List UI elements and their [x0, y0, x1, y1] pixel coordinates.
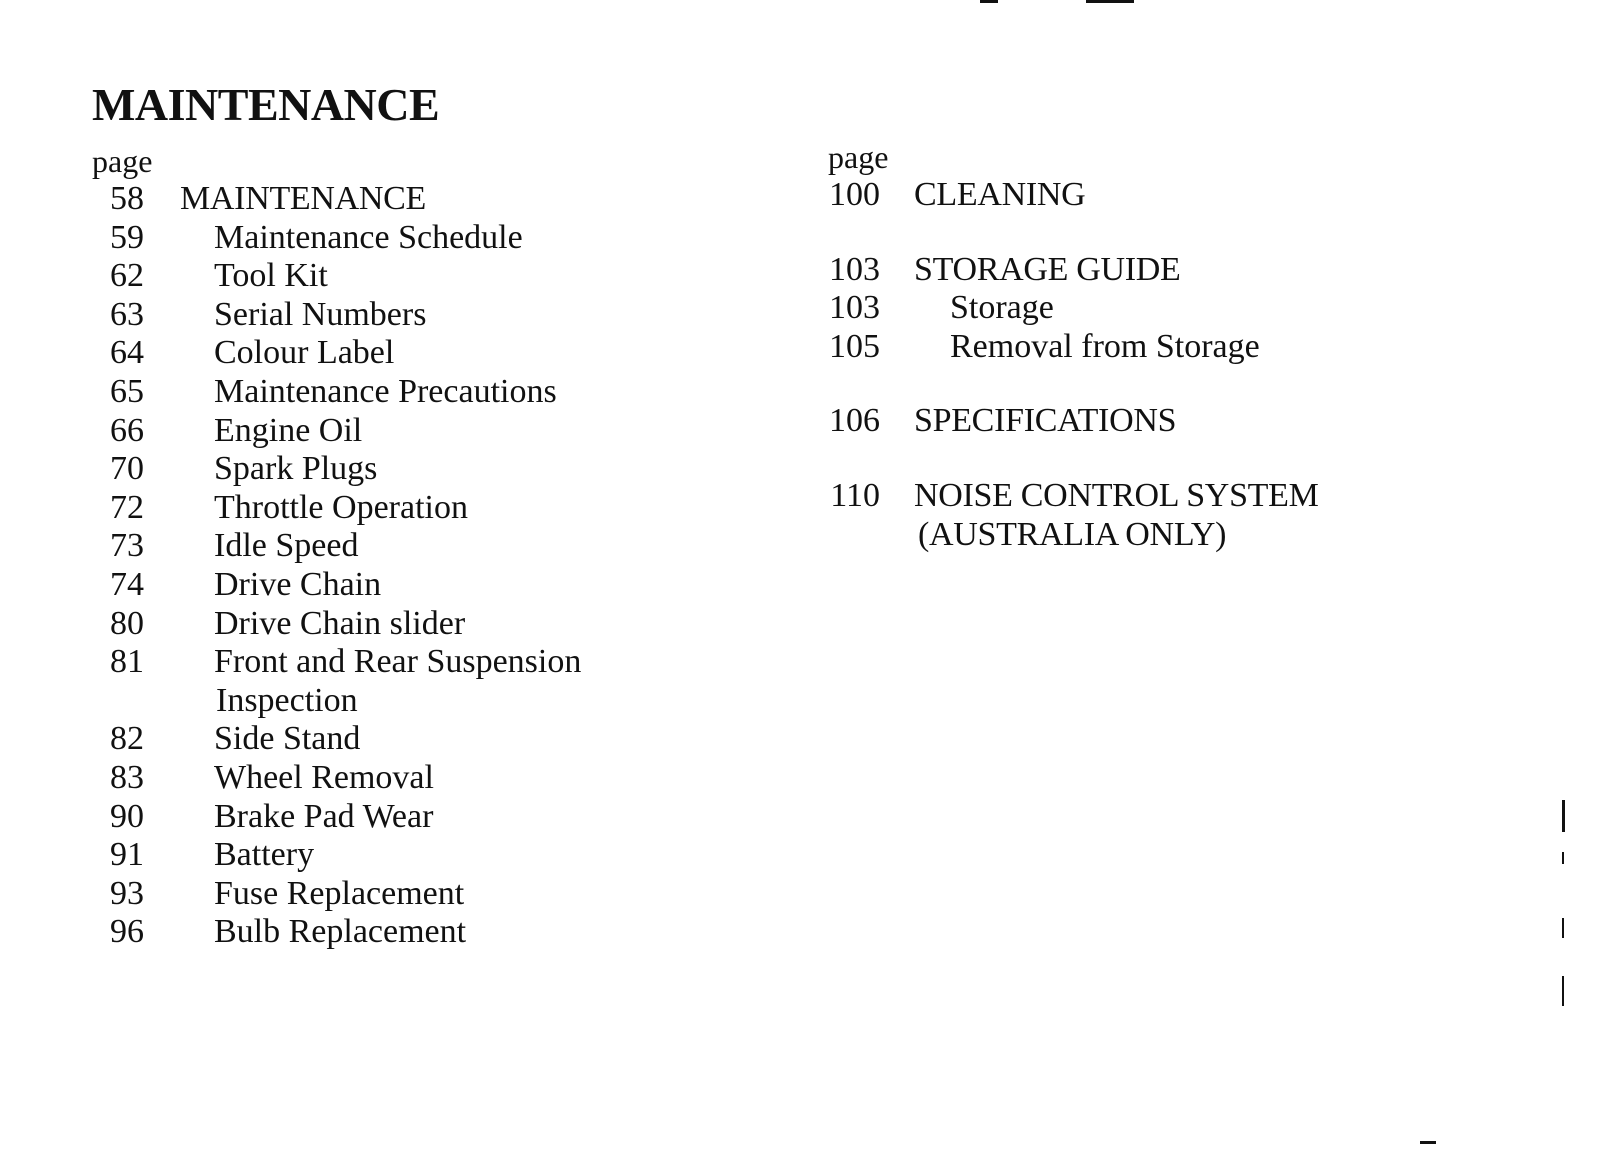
toc-entry-title: Throttle Operation [214, 488, 468, 526]
toc-page-number: 58 [110, 180, 144, 217]
toc-page-number: 70 [110, 450, 144, 488]
toc-entry[interactable] [92, 913, 712, 952]
toc-entry-continuation: (AUSTRALIA ONLY) [918, 515, 1227, 553]
toc-page-number: 63 [110, 295, 144, 333]
scan-edge-mark [1562, 918, 1564, 938]
toc-page-number: 62 [110, 257, 144, 295]
toc-page-number: 105 [829, 327, 880, 365]
toc-entry-title: Spark Plugs [214, 450, 378, 488]
toc-page-number: 90 [110, 797, 144, 835]
toc-entry[interactable] [92, 720, 712, 759]
scan-edge-mark [1562, 976, 1564, 1006]
toc-entry-title: Engine Oil [214, 411, 363, 449]
scan-edge-mark [1562, 852, 1564, 864]
toc-entry[interactable] [92, 373, 712, 412]
toc-entry-title: Maintenance Schedule [214, 218, 523, 256]
toc-entry-title: Front and Rear Suspension [214, 643, 582, 681]
toc-page-number: 82 [110, 720, 144, 758]
toc-page-number: 93 [110, 874, 144, 912]
toc-page-number: 65 [110, 372, 144, 410]
toc-entry[interactable] [92, 450, 712, 489]
toc-page-number: 66 [110, 411, 144, 449]
toc-entry-title: Bulb Replacement [214, 913, 467, 951]
toc-entry-title: SPECIFICATIONS [914, 402, 1177, 440]
toc-left-column [92, 142, 712, 952]
toc-entry-title: Maintenance Precautions [214, 372, 557, 410]
toc-entry-title: MAINTENANCE [180, 180, 427, 217]
toc-page-number: 91 [110, 836, 144, 874]
toc-entry-title: STORAGE GUIDE [914, 250, 1181, 288]
toc-page-number: 64 [110, 334, 144, 372]
toc-page-number: 110 [830, 476, 880, 514]
toc-entry[interactable] [92, 836, 712, 875]
toc-page-number: 106 [829, 402, 880, 440]
toc-entry[interactable] [92, 296, 712, 335]
toc-entry-title: Idle Speed [214, 527, 359, 565]
toc-entry[interactable] [92, 798, 712, 837]
toc-entry[interactable] [828, 328, 1508, 367]
toc-entry-title: Drive Chain slider [214, 604, 466, 642]
toc-entry[interactable] [92, 566, 712, 605]
toc-entry-title: CLEANING [914, 176, 1086, 213]
page-column-header: page [92, 143, 153, 179]
scan-edge-mark [980, 0, 998, 3]
section-title: MAINTENANCE [92, 79, 440, 130]
toc-entry-title: Drive Chain [214, 565, 382, 603]
toc-entry[interactable] [92, 412, 712, 451]
toc-entry[interactable] [92, 257, 712, 296]
toc-entry-title: Side Stand [214, 720, 361, 758]
toc-entry-title: Removal from Storage [950, 327, 1260, 365]
toc-entry[interactable] [92, 334, 712, 373]
toc-page-number: 83 [110, 758, 144, 796]
toc-entry-title: Colour Label [214, 334, 395, 372]
toc-entry[interactable] [828, 289, 1508, 328]
scan-edge-mark [1420, 1141, 1436, 1144]
toc-entry-title: NOISE CONTROL SYSTEM [914, 476, 1319, 514]
toc-entry-title: Serial Numbers [214, 295, 427, 333]
toc-page-number: 73 [110, 527, 144, 565]
toc-entry-title: Storage [950, 289, 1054, 327]
toc-page-number: 59 [110, 218, 144, 256]
toc-entry-title: Tool Kit [214, 257, 328, 295]
toc-entry[interactable] [92, 875, 712, 914]
toc-entry[interactable] [92, 527, 712, 566]
scan-edge-mark [1562, 800, 1565, 832]
toc-entry[interactable] [828, 176, 1508, 215]
toc-entry[interactable] [92, 605, 712, 644]
page-column-header: page [828, 139, 889, 175]
toc-page-number: 103 [829, 289, 880, 327]
toc-entry-continuation: Inspection [216, 681, 358, 719]
toc-entry-title: Wheel Removal [214, 758, 434, 796]
toc-page-number: 100 [829, 176, 880, 213]
toc-page-number: 96 [110, 913, 144, 951]
scan-edge-mark [1086, 0, 1134, 3]
toc-entry[interactable] [92, 489, 712, 528]
toc-entry[interactable] [92, 219, 712, 258]
toc-entry-title: Brake Pad Wear [214, 797, 434, 835]
toc-page-number: 103 [829, 250, 880, 288]
toc-page-number: 80 [110, 604, 144, 642]
toc-entry-title: Fuse Replacement [214, 874, 465, 912]
toc-entry[interactable] [92, 759, 712, 798]
toc-page-number: 74 [110, 565, 144, 603]
toc-entry[interactable] [828, 402, 1508, 441]
toc-entry[interactable] [92, 180, 712, 219]
toc-entry[interactable] [828, 477, 1508, 516]
toc-entry-title: Battery [214, 836, 315, 874]
toc-entry[interactable] [92, 643, 712, 682]
toc-entry[interactable] [828, 251, 1508, 290]
toc-page-number: 72 [110, 488, 144, 526]
toc-page-number: 81 [110, 643, 144, 681]
toc-right-column [828, 138, 1508, 554]
